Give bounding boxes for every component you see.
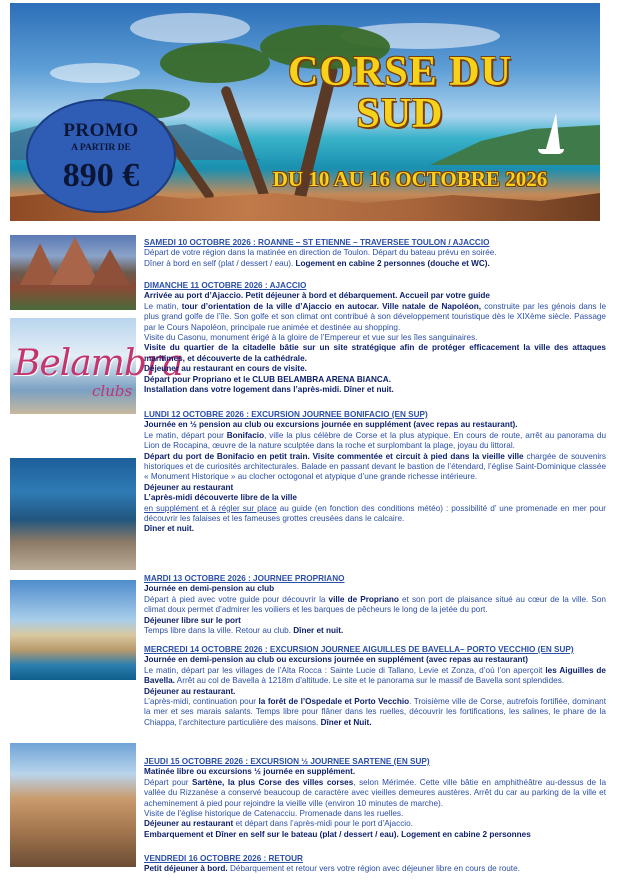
- day-text: Visite du quartier de la citadelle bâtie sur un site stratégique afin de protéger efficacement la ville des attaques maritimes, et découverte de la cathédrale.: [144, 343, 606, 363]
- promo-badge: [26, 99, 176, 213]
- banner-title: [250, 51, 550, 135]
- day-title: MARDI 13 OCTOBRE 2026 : JOURNEE PROPRIANO: [144, 574, 345, 583]
- day-text: en supplément et à régler sur place au guide (en fonction des conditions météo) : possibilité d’ une promenade en mer pour découvrir les falaises et les fameuses grottes creusées dans le calcaire.: [144, 503, 606, 524]
- day-text: Le matin, tour d’orientation de la ville d’Ajaccio en autocar. Ville natale de Napoléon, construite par les génois dans le plus grand golfe de l’île. Son golfe et son climat ont contribué à son développement touristique dès le XIXème siècle. Passage par le Cours Napoléon, principale rue animée et destinée au shopping.: [144, 301, 607, 332]
- day-section-6: [144, 757, 606, 840]
- day-text: Temps libre dans la ville. Retour au club. Dîner et nuit.: [144, 626, 344, 636]
- day-text: Visite du Casonu, monument érigé à la gloire de l’Empereur et vue sur les îles sanguinaires.: [144, 333, 478, 343]
- day-section-2: [144, 281, 606, 395]
- day-text: Déjeuner au restaurant.: [144, 686, 236, 696]
- day-title: JEUDI 15 OCTOBRE 2026 : EXCURSION ½ JOURNEE SARTENE (EN SUP): [144, 757, 430, 766]
- day-section-7: [144, 854, 606, 875]
- belambra-logo: [10, 340, 183, 408]
- day-text: L’après-midi découverte libre de la ville: [144, 493, 297, 503]
- day-text: Départ du port de Bonifacio en petit train. Visite commentée et circuit à pied dans la vieille ville chargée de souvenirs historiques et de curiosités architecturales. Balade en passant devant le bastion de l’étendard, l’église Saint-Dominique classée « Monument Historique » au clocher octogonal et atypique d’une grande richesse intérieure.: [144, 451, 607, 482]
- day-text: Journée en demi-pension au club ou excursions journée en supplément (avec repas au restaurant): [144, 655, 529, 665]
- photo-coast-rocks: [10, 458, 136, 570]
- day-text: L’après-midi, continuation pour la forêt de l’Ospedale et Porto Vecchio. Troisième ville de Corse, autrefois fortifiée, dominant la mer et ses marais salants. Temps libre pour flâner dans les ruelles, découvrir les fortifications, les salines, le phare de la Chiappa, l’architecture particulière des maisons. Dîner et Nuit.: [144, 697, 606, 727]
- day-text: Dîner et nuit.: [144, 524, 195, 534]
- day-text: Départ pour Propriano et le CLUB BELAMBRA ARENA BIANCA.: [144, 374, 391, 384]
- belambra-logo-sub: clubs: [92, 382, 133, 400]
- promo-from: A PARTIR DE: [71, 143, 131, 153]
- day-text: Petit déjeuner à bord. Débarquement et retour vers votre région avec déjeuner libre en cours de route.: [144, 864, 520, 874]
- day-title: DIMANCHE 11 OCTOBRE 2026 : AJACCIO: [144, 281, 307, 290]
- photo-mountains: [10, 235, 136, 310]
- day-text: Journée en demi-pension au club: [144, 584, 275, 594]
- day-text: Déjeuner au restaurant en cours de visite.: [144, 364, 307, 374]
- promo-price: 890 €: [62, 157, 140, 194]
- day-title: SAMEDI 10 OCTOBRE 2026 : ROANNE – ST ETIENNE – TRAVERSEE TOULON / AJACCIO: [144, 238, 490, 247]
- day-title: VENDREDI 16 OCTOBRE 2026 : RETOUR: [144, 854, 303, 863]
- day-text: Le matin, départ pour Bonifacio, ville la plus célèbre de Corse et la plus atypique. En cours de route, arrêt au panorama du Lion de Rocapina, œuvre de la nature sculptée dans la roche et surplombant la plage, joyau du littoral.: [144, 430, 606, 451]
- day-section-5: [144, 645, 606, 728]
- day-text: Arrivée au port d’Ajaccio. Petit déjeuner à bord et débarquement. Accueil par votre guide: [144, 291, 490, 301]
- day-text: Départ pour Sartène, la plus Corse des villes corses, selon Mérimée. Cette ville bâtie en amphithéâtre au-dessus de la vallée du Rizzanèse a conservé beaucoup de caractère avec vieilles demeures austères. Arrêt du car au parking de la ville et acheminement à pied pour rejoindre la vieille ville (environ 10 minutes de marche).: [144, 777, 606, 808]
- promo-label: PROMO: [63, 120, 139, 141]
- day-text: Matinée libre ou excursions ½ journée en supplément.: [144, 767, 356, 777]
- day-text: Déjeuner au restaurant et départ dans l’après-midi pour le port d’Ajaccio.: [144, 819, 413, 829]
- day-text: Visite de l’église historique de Catenacciu. Promenade dans les ruelles.: [144, 809, 404, 819]
- banner-dates: DU 10 AU 16 OCTOBRE 2026: [272, 167, 548, 191]
- day-title: LUNDI 12 OCTOBRE 2026 : EXCURSION JOURNEE BONIFACIO (EN SUP): [144, 410, 428, 419]
- day-text: Départ à pied avec votre guide pour découvrir la ville de Propriano et son port de plaisance situé au cœur de la ville. Son climat doux permet d’admirer les voiliers et les barques de pêcheurs le long de la jetée du port.: [144, 594, 606, 615]
- day-text: Déjeuner libre sur le port: [144, 615, 241, 625]
- day-text: Embarquement et Dîner en self sur le bateau (plat / dessert / eau). Logement en cabine 2 personnes: [144, 829, 531, 839]
- banner-title-line1: CORSE DU: [288, 49, 512, 95]
- day-text: Installation dans votre logement dans l’après-midi. Dîner et nuit.: [144, 385, 394, 395]
- day-text: Déjeuner au restaurant: [144, 482, 234, 492]
- banner-image: [10, 3, 600, 221]
- day-text: Journée en ½ pension au club ou excursions journée en supplément (avec repas au restaurant).: [144, 420, 518, 430]
- photo-bonifacio-cliffs: [10, 580, 136, 680]
- day-section-4: [144, 574, 606, 636]
- banner-title-line2: SUD: [356, 91, 444, 137]
- day-section-3: [144, 410, 606, 535]
- day-text: Dîner à bord en self (plat / dessert / eau). Logement en cabine 2 personnes (douche et WC).: [144, 258, 490, 268]
- day-text: Départ de votre région dans la matinée en direction de Toulon. Départ du bateau prévu en soirée.: [144, 248, 497, 258]
- day-title: MERCREDI 14 OCTOBRE 2026 : EXCURSION JOURNEE AIGUILLES DE BAVELLA– PORTO VECCHIO (EN SUP): [144, 645, 574, 654]
- day-text: Le matin, départ par les villages de l’Alta Rocca : Sainte Lucie di Tallano, Levie et Zonza, d’où l’on aperçoit les Aiguilles de Bavella. Arrêt au col de Bavella à 1218m d’altitude. Le site et le panorama sur le massif de Bavella sont splendides.: [144, 665, 606, 686]
- day-section-1: [144, 238, 606, 269]
- belambra-logo-word: Belambra: [14, 343, 183, 384]
- photo-old-town: [10, 743, 136, 867]
